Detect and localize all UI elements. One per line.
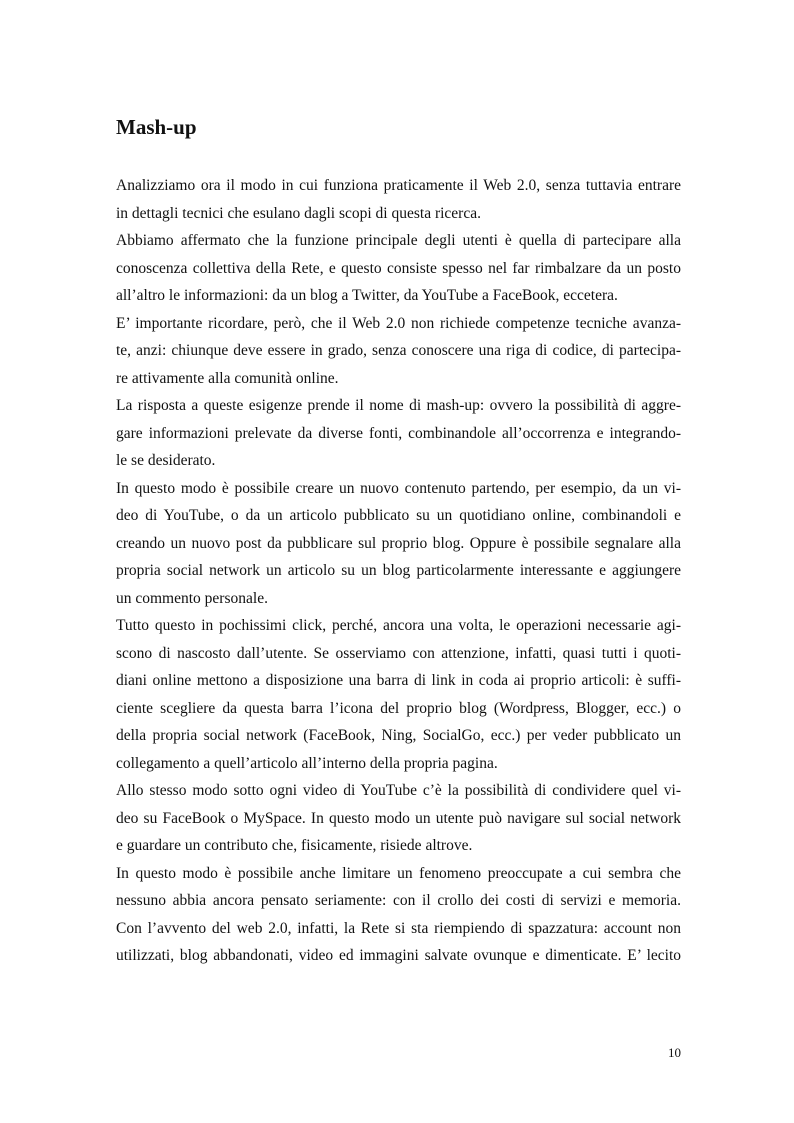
page-number: 10: [668, 1045, 681, 1060]
text-line: gare informazioni prelevate da diverse fonti, combinandole all’occorrenza e integrando-: [116, 424, 681, 442]
text-line: conoscenza collettiva della Rete, e questo consiste spesso nel far rimbalzare da un posto: [116, 259, 681, 277]
text-line: deo di YouTube, o da un articolo pubblicato su un quotidiano online, combinandoli e: [116, 507, 681, 524]
text-line: te, anzi: chiunque deve essere in grado, senza conoscere una riga di codice, di partecipa-: [116, 342, 681, 359]
text-line: In questo modo è possibile anche limitare un fenomeno preoccupate a cui sembra che: [116, 864, 681, 882]
text-line: un commento personale.: [116, 589, 268, 607]
text-line: nessuno abbia ancora pensato seriamente: con il crollo dei costi di servizi e memoria.: [116, 892, 681, 909]
text-line: Allo stesso modo sotto ogni video di YouTube c’è la possibilità di condividere quel vi-: [116, 782, 681, 799]
text-line: Abbiamo affermato che la funzione principale degli utenti è quella di partecipare alla: [116, 232, 681, 249]
text-line: propria social network un articolo su un blog particolarmente interessante e aggiungere: [116, 562, 681, 579]
text-line: utilizzati, blog abbandonati, video ed immagini salvate ovunque e dimenticate. E’ lecito: [116, 947, 681, 964]
text-line: le se desiderato.: [116, 452, 216, 469]
text-line: in dettagli tecnici che esulano dagli scopi di questa ricerca.: [116, 204, 481, 222]
text-line: all’altro le informazioni: da un blog a Twitter, da YouTube a FaceBook, eccetera.: [116, 287, 618, 304]
text-line: E’ importante ricordare, però, che il Web 2.0 non richiede competenze tecniche avanza-: [116, 314, 681, 332]
text-line: La risposta a queste esigenze prende il nome di mash-up: ovvero la possibilità di aggre-: [116, 397, 681, 414]
text-line: collegamento a quell’articolo all’interno della propria pagina.: [116, 754, 498, 772]
text-line: deo su FaceBook o MySpace. In questo modo un utente può navigare sul social network: [116, 809, 681, 827]
text-line: Analizziamo ora il modo in cui funziona praticamente il Web 2.0, senza tuttavia entrare: [116, 177, 681, 194]
text-line: diani online mettono a disposizione una barra di link in coda ai proprio articoli: è suffi-: [116, 672, 681, 689]
text-line: ciente scegliere da questa barra l’icona del proprio blog (Wordpress, Blogger, ecc.) o: [116, 699, 681, 717]
text-line: Tutto questo in pochissimi click, perché, ancora una volta, le operazioni necessarie agi-: [116, 617, 681, 634]
text-line: e guardare un contributo che, fisicamente, risiede altrove.: [116, 837, 473, 854]
text-line: In questo modo è possibile creare un nuovo contenuto partendo, per esempio, da un vi-: [116, 479, 681, 497]
text-line: creando un nuovo post da pubblicare sul proprio blog. Oppure è possibile segnalare alla: [116, 534, 681, 552]
text-line: della propria social network (FaceBook, Ning, SocialGo, ecc.) per veder pubblicato un: [116, 727, 681, 744]
text-line: re attivamente alla comunità online.: [116, 369, 339, 387]
text-line: scono di nascosto dall’utente. Se osserviamo con attenzione, infatti, quasi tutti i quoti-: [116, 644, 681, 662]
body-text: [116, 172, 681, 970]
page-body: [116, 112, 681, 970]
section-title: Mash-up: [116, 115, 197, 139]
text-line: Con l’avvento del web 2.0, infatti, la Rete si sta riempiendo di spazzatura: account non: [116, 919, 681, 937]
